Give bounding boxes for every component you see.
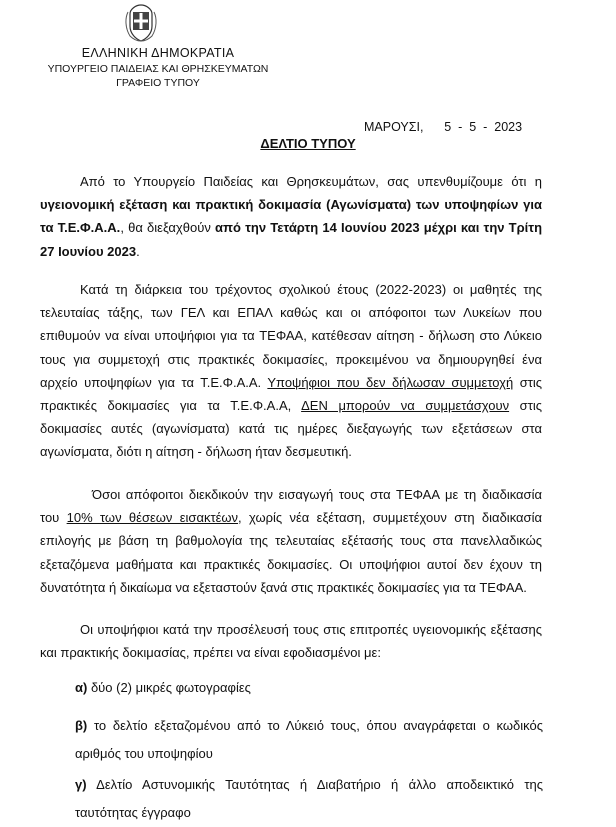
p2-underline-no-declaration: Υποψήφιοι που δεν δήλωσαν συμμετοχή bbox=[267, 374, 514, 390]
p1-text-c: , θα διεξαχθούν bbox=[120, 220, 216, 236]
list-item-label: β) bbox=[75, 718, 88, 733]
p1-text-a: Από το Υπουργείο Παιδείας και Θρησκευμάτων, σας υπενθυμίζουμε ότι η bbox=[80, 174, 542, 189]
p2-underline-cannot-participate: ΔΕΝ μπορούν να συμμετάσχουν bbox=[301, 398, 510, 414]
list-item-id-card bbox=[75, 771, 543, 827]
p2-text-a: Κατά τη διάρκεια του τρέχοντος σχολικού έτους (2022-2023) οι μαθητές της τελευταίας τάξης, των ΓΕΛ και ΕΠΑΛ καθώς και οι απόφοιτοι των Λυκείων που επιθυμούν να είναι υποψήφιοι για τα ΤΕΦΑΑ, κατέθεσαν αίτηση - δήλωση στο Λύκειο τους για συμμετοχή στις πρακτικές δοκιμασίες, προκειμένου να δημιουργηθεί ένα αρχείο υποψηφίων για τα Τ.Ε.Φ.Α.Α. bbox=[40, 282, 542, 390]
paragraph-2 bbox=[40, 278, 542, 464]
paragraph-3 bbox=[40, 483, 542, 599]
list-item-label: α) bbox=[75, 680, 88, 695]
document-date: ΜΑΡΟΥΣΙ, 5 - 5 - 2023 bbox=[364, 120, 523, 134]
p1-bold-dates: από την Τετάρτη 14 Ιουνίου 2023 μέχρι και την Τρίτη 27 Ιουνίου 2023 bbox=[40, 220, 543, 259]
list-item-text: Δελτίο Αστυνομικής Ταυτότητας ή Διαβατήριο ή άλλο αποδεικτικό της ταυτότητας έγγραφο bbox=[75, 777, 543, 820]
list-item-text: το δελτίο εξεταζομένου από το Λύκειό τους, όπου αναγράφεται ο κωδικός αριθμός του υποψηφίου bbox=[75, 718, 543, 761]
coat-of-arms-emblem bbox=[124, 4, 158, 42]
p3-underline-ten-percent: 10% των θέσεων εισακτέων bbox=[66, 510, 239, 526]
list-item-text: δύο (2) μικρές φωτογραφίες bbox=[87, 680, 251, 695]
paragraph-4: Οι υποψήφιοι κατά την προσέλευσή τους στις επιτροπές υγειονομικής εξέτασης και πρακτικής δοκιμασίας, πρέπει να είναι εφοδιασμένοι με: bbox=[40, 622, 542, 661]
header-press-office: ΓΡΑΦΕΙΟ ΤΥΠΟΥ bbox=[116, 77, 200, 89]
document-title: ΔΕΛΤΙΟ ΤΥΠΟΥ bbox=[260, 136, 356, 151]
header-republic: ΕΛΛΗΝΙΚΗ ΔΗΜΟΚΡΑΤΙΑ bbox=[81, 46, 235, 60]
list-item-photos bbox=[75, 674, 543, 702]
list-item-label: γ) bbox=[75, 777, 87, 792]
p2-text-c: στις πρακτικές δοκιμασίες για τα Τ.Ε.Φ.Α.Α, bbox=[40, 374, 543, 414]
p3-text-c: , χωρίς νέα εξέταση, συμμετέχουν στη διαδικασία επιλογής με βάση τη βαθμολογία της τελευταίας εξέτασής τους στα πανελλαδικώς εξεταζόμενα μαθήματα και πρακτικές δοκιμασίες. Οι υποψήφιοι αυτοί δεν έχουν τη δυνατότητα ή δικαίωμα να εξεταστούν ξανά στις πρακτικές δοκιμασίες για τα ΤΕΦΑΑ. bbox=[40, 510, 542, 595]
p1-text-e: . bbox=[136, 243, 140, 259]
p2-text-e: στις δοκιμασίες αυτές (αγωνίσματα) κατά τις ημέρες διεξαγωγής των εξετάσεων στα αγωνίσματα, διότι η αίτηση - δήλωση ήταν δεσμευτική. bbox=[40, 398, 542, 460]
paragraph-1 bbox=[40, 170, 542, 263]
p1-bold-exam: υγειονομική εξέταση και πρακτική δοκιμασία (Αγωνίσματα) των υποψηφίων για τα Τ.Ε.Φ.Α.Α. bbox=[40, 197, 542, 236]
header-ministry: ΥΠΟΥΡΓΕΙΟ ΠΑΙΔΕΙΑΣ ΚΑΙ ΘΡΗΣΚΕΥΜΑΤΩΝ bbox=[47, 63, 269, 75]
p3-text-a: Όσοι απόφοιτοι διεκδικούν την εισαγωγή τους στα ΤΕΦΑΑ με τη διαδικασία του bbox=[40, 487, 542, 526]
list-item-exam-card bbox=[75, 712, 543, 768]
